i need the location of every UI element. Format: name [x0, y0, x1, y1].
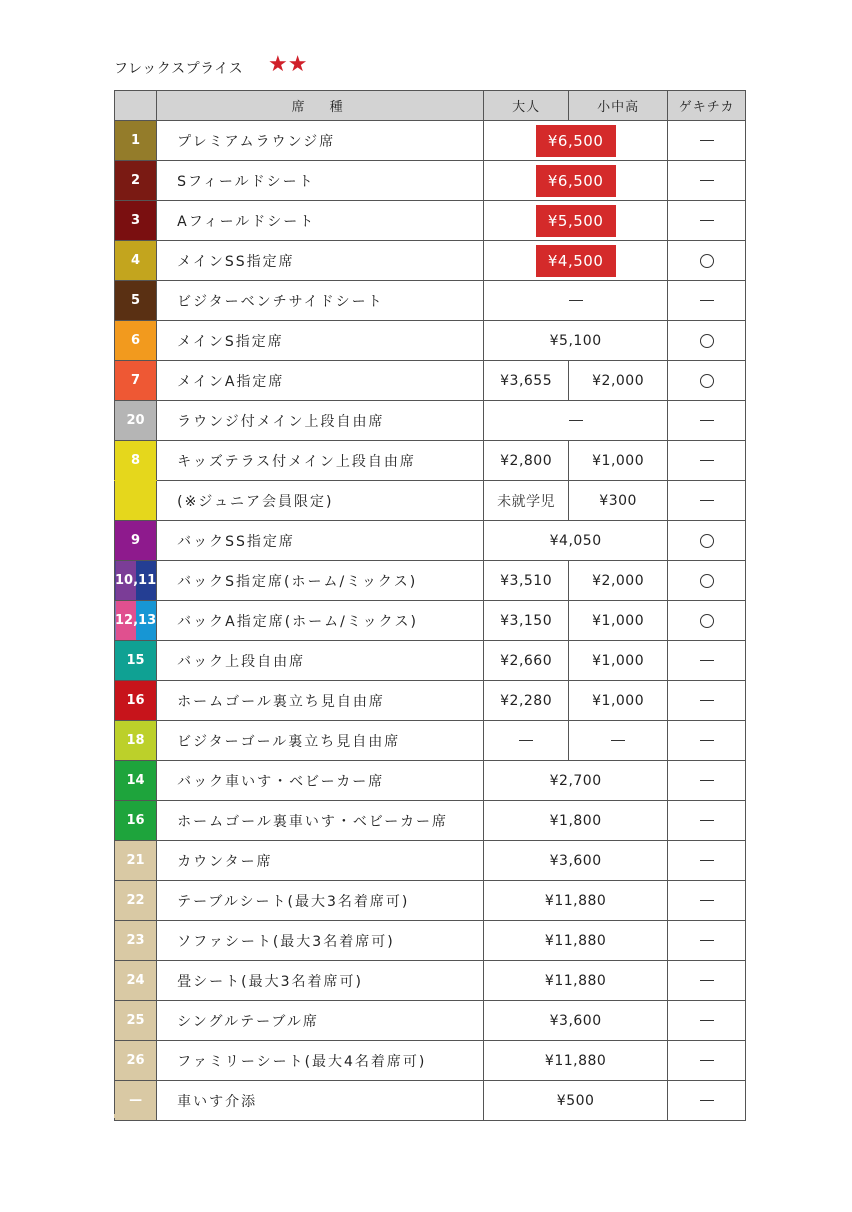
price-cell [484, 1041, 668, 1081]
gekichika-cell [668, 601, 746, 641]
rating-stars: ★★ [268, 52, 308, 77]
seat-number: 22 [115, 881, 157, 921]
table-row [115, 561, 746, 601]
adult-price-value: ¥2,800 [500, 452, 553, 469]
gekichika-cell [668, 561, 746, 601]
table-row [115, 321, 746, 361]
table-row [115, 881, 746, 921]
seat-number: 1 [115, 121, 157, 161]
seat-name: ファミリーシート(最大4名着席可) [157, 1041, 484, 1081]
adult-price [484, 481, 569, 521]
circle-icon [700, 254, 714, 268]
seat-number: 9 [115, 521, 157, 561]
dash-icon [700, 900, 714, 901]
price-table [114, 90, 746, 1121]
price-dash-icon [569, 420, 583, 421]
seat-number: 15 [115, 641, 157, 681]
table-row [115, 761, 746, 801]
gekichika-cell [668, 441, 746, 481]
price-value: ¥11,880 [544, 932, 607, 949]
adult-price [484, 601, 569, 641]
child-price-value: ¥300 [599, 492, 637, 509]
adult-price [484, 681, 569, 721]
table-header-row [115, 91, 746, 121]
seat-number [115, 481, 157, 521]
child-price [569, 361, 668, 401]
price-value: ¥3,600 [549, 852, 602, 869]
adult-price-value: ¥2,660 [500, 652, 553, 669]
dash-icon [700, 740, 714, 741]
gekichika-cell [668, 481, 746, 521]
seat-number: 10,11 [115, 561, 157, 601]
price-cell [484, 1001, 668, 1041]
gekichika-cell [668, 241, 746, 281]
seat-name: ホームゴール裏立ち見自由席 [157, 681, 484, 721]
dash-icon [700, 860, 714, 861]
bottom-color-bar [114, 1114, 156, 1118]
seat-number: 12,13 [115, 601, 157, 641]
seat-number: 23 [115, 921, 157, 961]
child-price [569, 681, 668, 721]
price-cell [484, 801, 668, 841]
dash-icon [700, 460, 714, 461]
seat-name: Aフィールドシート [157, 201, 484, 241]
price-cell [484, 841, 668, 881]
table-row [115, 201, 746, 241]
adult-price [484, 441, 569, 481]
seat-name: メインSS指定席 [157, 241, 484, 281]
price-value: ¥11,880 [544, 892, 607, 909]
seat-name: カウンター席 [157, 841, 484, 881]
child-price [569, 601, 668, 641]
price-value: ¥11,880 [544, 972, 607, 989]
gekichika-cell [668, 1001, 746, 1041]
dash-icon [700, 780, 714, 781]
gekichika-cell [668, 121, 746, 161]
table-row [115, 281, 746, 321]
price-cell [484, 521, 668, 561]
dash-icon [700, 220, 714, 221]
child-price [569, 441, 668, 481]
gekichika-cell [668, 921, 746, 961]
adult-price [484, 721, 569, 761]
dash-icon [700, 1020, 714, 1021]
price-value: ¥500 [556, 1092, 595, 1109]
gekichika-cell [668, 881, 746, 921]
dash-icon [700, 700, 714, 701]
gekichika-cell [668, 801, 746, 841]
table-body [115, 121, 746, 1121]
table-row [115, 961, 746, 1001]
gekichika-cell [668, 201, 746, 241]
price-cell [484, 881, 668, 921]
adult-price-value: ¥3,150 [500, 612, 553, 629]
dash-icon [700, 820, 714, 821]
child-price [569, 561, 668, 601]
price-cell [484, 241, 668, 281]
circle-icon [700, 534, 714, 548]
seat-number: 4 [115, 241, 157, 281]
seat-number: 2 [115, 161, 157, 201]
gekichika-cell [668, 681, 746, 721]
price-value: ¥11,880 [544, 1052, 607, 1069]
seat-number: 16 [115, 681, 157, 721]
adult-price-value: 未就学児 [497, 493, 556, 510]
price-cell [484, 401, 668, 441]
adult-price-value: ¥2,280 [500, 692, 553, 709]
table-row [115, 641, 746, 681]
gekichika-cell [668, 721, 746, 761]
table-row [115, 601, 746, 641]
header-geki: ゲキチカ [668, 91, 746, 121]
seat-number: 26 [115, 1041, 157, 1081]
price-cell [484, 281, 668, 321]
seat-name: メインA指定席 [157, 361, 484, 401]
price-badge: ¥6,500 [536, 165, 616, 197]
price-dash-icon [569, 300, 583, 301]
table-row [115, 161, 746, 201]
adult-price [484, 641, 569, 681]
gekichika-cell [668, 1081, 746, 1121]
table-row [115, 241, 746, 281]
gekichika-cell [668, 641, 746, 681]
gekichika-cell [668, 761, 746, 801]
seat-number: 7 [115, 361, 157, 401]
price-value: ¥1,800 [549, 812, 602, 829]
seat-name: Sフィールドシート [157, 161, 484, 201]
child-price-value: ¥1,000 [592, 692, 645, 709]
table-row [115, 1001, 746, 1041]
price-value: ¥4,050 [549, 532, 602, 549]
header-blank [115, 91, 157, 121]
gekichika-cell [668, 1041, 746, 1081]
circle-icon [700, 574, 714, 588]
dash-icon [700, 500, 714, 501]
seat-name: バック上段自由席 [157, 641, 484, 681]
price-cell [484, 761, 668, 801]
gekichika-cell [668, 401, 746, 441]
table-row [115, 721, 746, 761]
table-row [115, 121, 746, 161]
table-row [115, 521, 746, 561]
seat-number: 21 [115, 841, 157, 881]
gekichika-cell [668, 361, 746, 401]
gekichika-cell [668, 321, 746, 361]
dash-icon [700, 940, 714, 941]
seat-name: 畳シート(最大3名着席可) [157, 961, 484, 1001]
child-dash-icon [611, 740, 625, 741]
adult-price-value: ¥3,510 [500, 572, 553, 589]
header-seat: 席 種 [157, 91, 484, 121]
adult-dash-icon [519, 740, 533, 741]
seat-number: 6 [115, 321, 157, 361]
dash-icon [700, 420, 714, 421]
price-cell [484, 161, 668, 201]
seat-name: バック車いす・ベビーカー席 [157, 761, 484, 801]
gekichika-cell [668, 521, 746, 561]
circle-icon [700, 334, 714, 348]
seat-name: バックSS指定席 [157, 521, 484, 561]
seat-name: バックS指定席(ホーム/ミックス) [157, 561, 484, 601]
seat-name: ビジターゴール裏立ち見自由席 [157, 721, 484, 761]
circle-icon [700, 374, 714, 388]
table-row [115, 1081, 746, 1121]
seat-number: 18 [115, 721, 157, 761]
adult-price-value: ¥3,655 [500, 372, 553, 389]
child-price-value: ¥1,000 [592, 612, 645, 629]
seat-name: キッズテラス付メイン上段自由席 [157, 441, 484, 481]
child-price [569, 641, 668, 681]
table-row [115, 921, 746, 961]
page-title: フレックスプライス [114, 61, 244, 77]
price-cell [484, 321, 668, 361]
price-cell [484, 961, 668, 1001]
seat-number: 8 [115, 441, 157, 481]
child-price [569, 721, 668, 761]
table-row [115, 801, 746, 841]
dash-icon [700, 1100, 714, 1101]
table-row [115, 401, 746, 441]
child-price-value: ¥1,000 [592, 452, 645, 469]
table-row [115, 361, 746, 401]
seat-name: (※ジュニア会員限定) [157, 481, 484, 521]
seat-name: ホームゴール裏車いす・ベビーカー席 [157, 801, 484, 841]
seat-number: 20 [115, 401, 157, 441]
gekichika-cell [668, 161, 746, 201]
dash-icon [700, 140, 714, 141]
seat-name: シングルテーブル席 [157, 1001, 484, 1041]
price-cell [484, 921, 668, 961]
price-cell [484, 121, 668, 161]
child-price-value: ¥2,000 [592, 372, 645, 389]
price-badge: ¥4,500 [536, 245, 616, 277]
dash-icon [700, 1060, 714, 1061]
price-cell [484, 201, 668, 241]
seat-number: 24 [115, 961, 157, 1001]
seat-name: プレミアムラウンジ席 [157, 121, 484, 161]
header-adult: 大人 [484, 91, 569, 121]
dash-icon [700, 300, 714, 301]
seat-number: 3 [115, 201, 157, 241]
seat-name: メインS指定席 [157, 321, 484, 361]
gekichika-cell [668, 281, 746, 321]
seat-name: テーブルシート(最大3名着席可) [157, 881, 484, 921]
seat-number: 5 [115, 281, 157, 321]
dash-icon [700, 980, 714, 981]
seat-name: ビジターベンチサイドシート [157, 281, 484, 321]
price-value: ¥5,100 [549, 332, 602, 349]
child-price-value: ¥1,000 [592, 652, 645, 669]
seat-number: 14 [115, 761, 157, 801]
table-row [115, 841, 746, 881]
table-row [115, 1041, 746, 1081]
seat-number: — [115, 1081, 157, 1121]
dash-icon [700, 180, 714, 181]
seat-name: ラウンジ付メイン上段自由席 [157, 401, 484, 441]
child-price [569, 481, 668, 521]
price-badge: ¥6,500 [536, 125, 616, 157]
gekichika-cell [668, 961, 746, 1001]
price-cell [484, 1081, 668, 1121]
table-row [115, 481, 746, 521]
header-child: 小中高 [569, 91, 668, 121]
seat-number: 25 [115, 1001, 157, 1041]
dash-icon [700, 660, 714, 661]
seat-name: バックA指定席(ホーム/ミックス) [157, 601, 484, 641]
adult-price [484, 361, 569, 401]
seat-name: ソファシート(最大3名着席可) [157, 921, 484, 961]
child-price-value: ¥2,000 [592, 572, 645, 589]
table-row [115, 681, 746, 721]
price-value: ¥3,600 [549, 1012, 602, 1029]
adult-price [484, 561, 569, 601]
circle-icon [700, 614, 714, 628]
table-row [115, 441, 746, 481]
price-badge: ¥5,500 [536, 205, 616, 237]
price-value: ¥2,700 [549, 772, 602, 789]
gekichika-cell [668, 841, 746, 881]
seat-name: 車いす介添 [157, 1081, 484, 1121]
seat-number: 16 [115, 801, 157, 841]
